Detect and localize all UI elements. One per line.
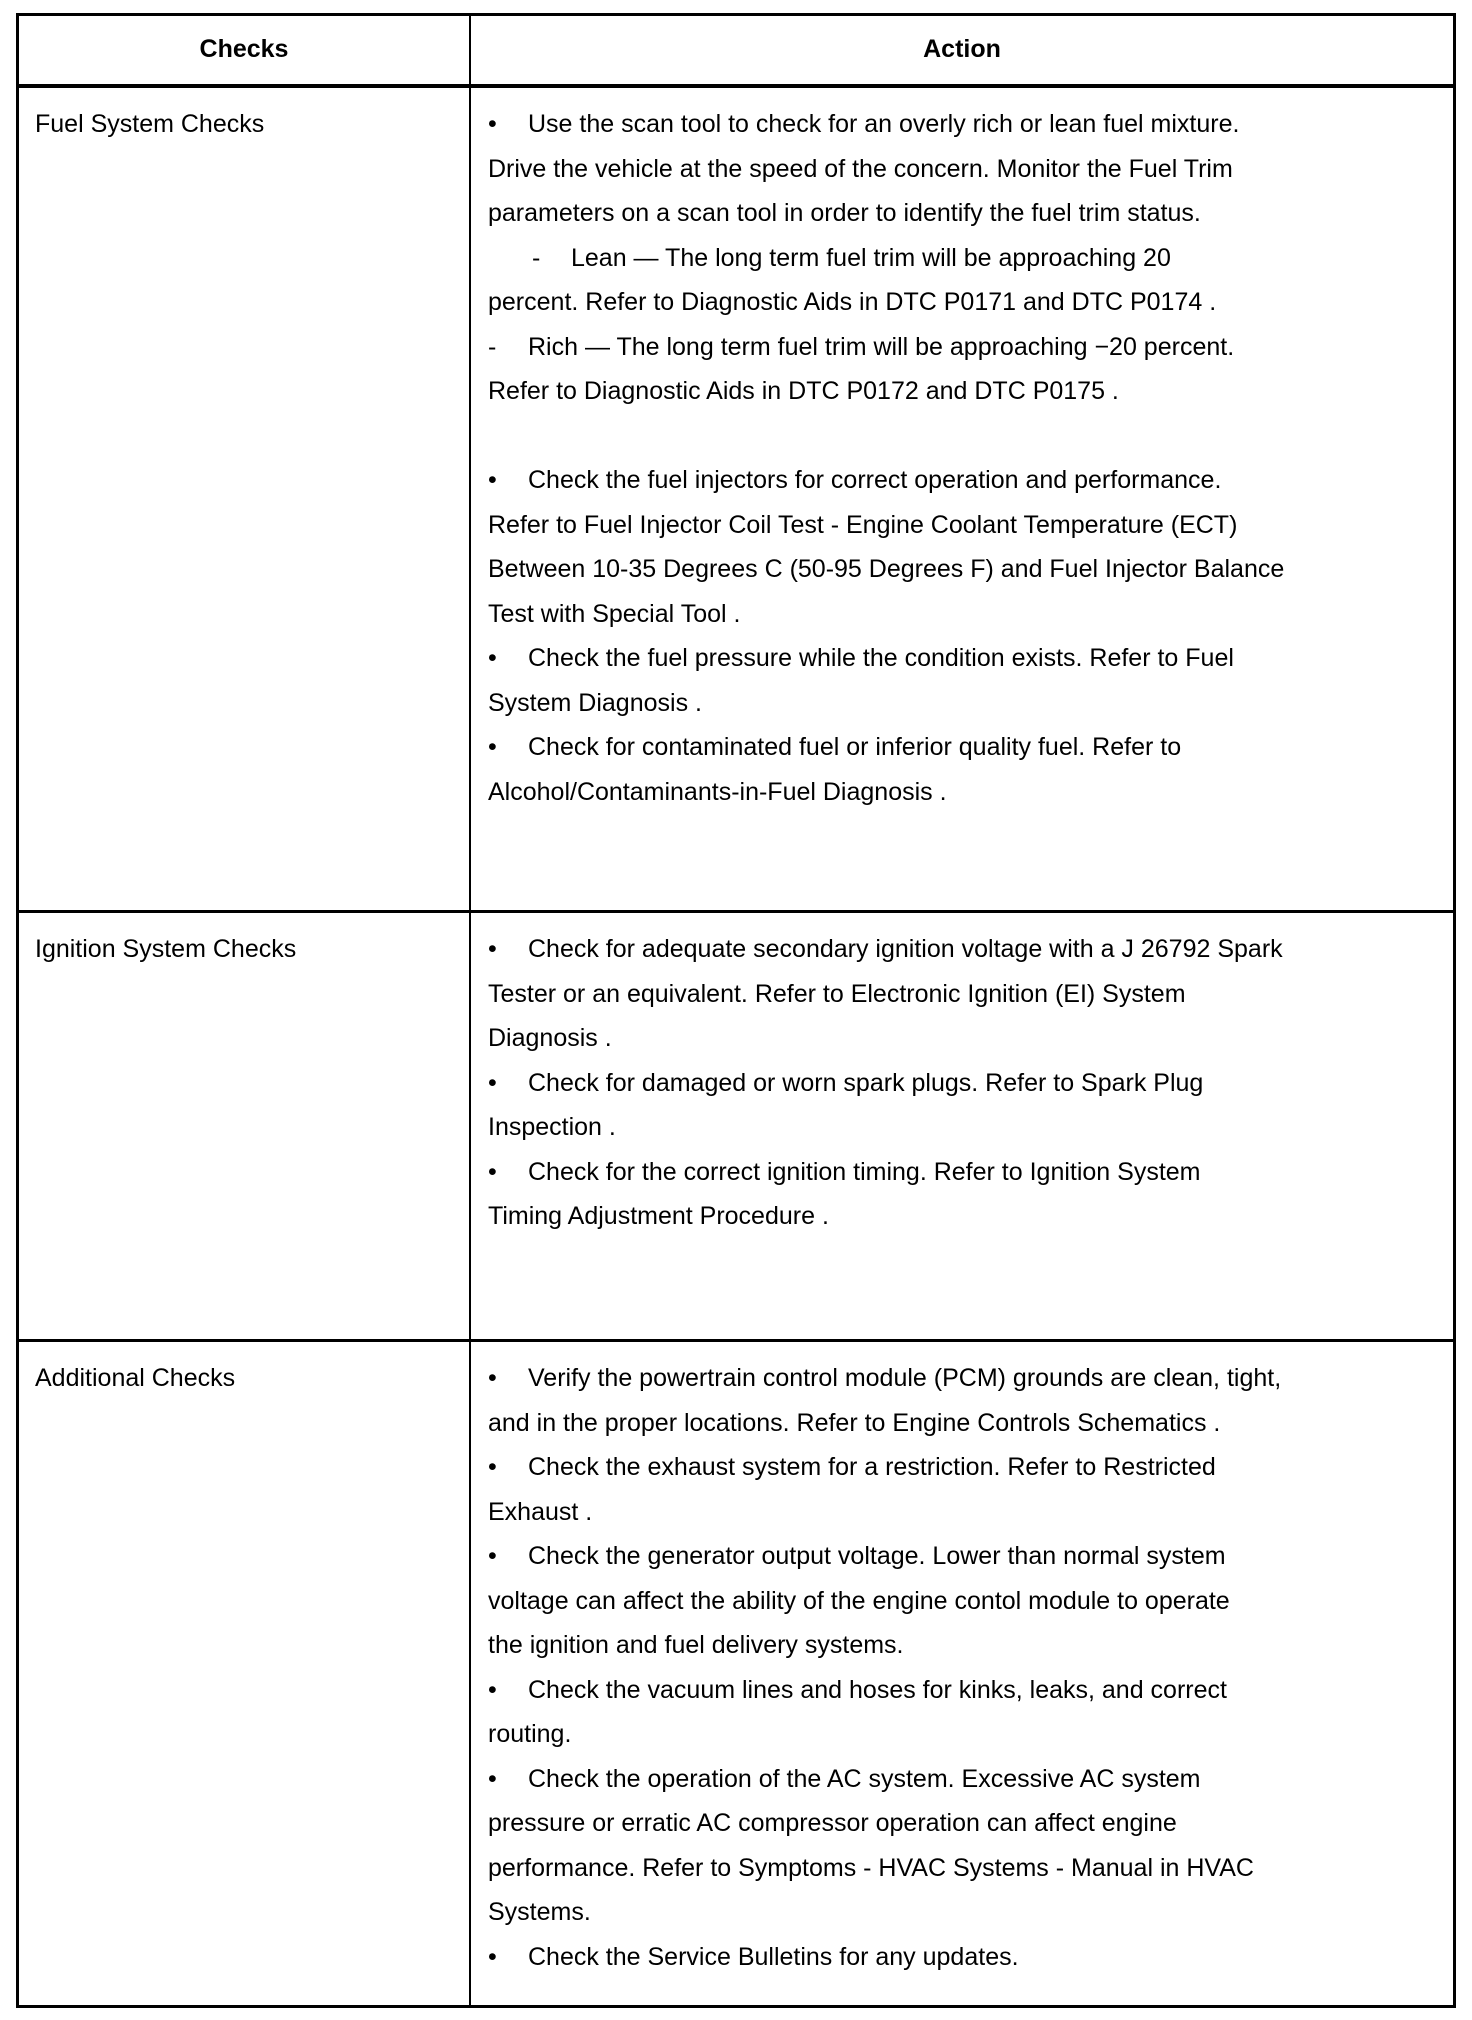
action-text — [488, 927, 1283, 1239]
text-line — [488, 1846, 1281, 1891]
line-text: Tester or an equivalent. Refer to Electronic Ignition (EI) System — [488, 979, 1186, 1008]
text-line — [488, 1579, 1281, 1624]
line-text: and in the proper locations. Refer to Engine Controls Schematics . — [488, 1408, 1221, 1437]
bullet-marker: • — [488, 1542, 497, 1570]
bullet-item — [488, 458, 1284, 503]
line-text: Systems. — [488, 1898, 591, 1926]
line-text: Between 10-35 Degrees C (50-95 Degrees F) and Fuel Injector Balance — [488, 555, 1285, 583]
text-line — [488, 1490, 1281, 1535]
text-line — [488, 1401, 1281, 1446]
line-text: Rich — The long term fuel trim will be approaching −20 percent. — [528, 332, 1235, 361]
line-text: Alcohol/Contaminants-in-Fuel Diagnosis . — [488, 777, 947, 806]
bullet-item — [488, 1356, 1281, 1401]
bullet-item — [488, 1935, 1281, 1980]
bullet-marker: • — [488, 1068, 497, 1097]
text-line — [488, 681, 1284, 726]
line-text: Check for damaged or worn spark plugs. Refer to Spark Plug — [528, 1068, 1204, 1097]
text-line — [488, 280, 1284, 325]
bullet-item — [488, 1061, 1283, 1106]
line-text: Drive the vehicle at the speed of the concern. Monitor the Fuel Trim — [488, 154, 1233, 183]
line-text: Inspection . — [488, 1113, 616, 1141]
text-line — [488, 592, 1284, 637]
line-text: pressure or erratic AC compressor operation can affect engine — [488, 1809, 1177, 1837]
bullet-marker: • — [488, 1675, 497, 1704]
line-text: Check the generator output voltage. Lower than normal system — [528, 1542, 1226, 1570]
action-text — [488, 102, 1284, 814]
check-name: Additional Checks — [35, 1364, 236, 1392]
line-text: percent. Refer to Diagnostic Aids in DTC P0171 and DTC P0174 . — [488, 288, 1217, 316]
text-line — [488, 972, 1283, 1017]
text-line — [488, 1801, 1281, 1846]
sub-item — [488, 236, 1284, 281]
line-text: System Diagnosis . — [488, 688, 702, 717]
bullet-item — [488, 1150, 1283, 1195]
bullet-marker: • — [488, 1942, 497, 1971]
bullet-marker: • — [488, 1764, 497, 1793]
bullet-item — [488, 636, 1284, 681]
line-text: Check the vacuum lines and hoses for kinks, leaks, and correct — [528, 1675, 1227, 1704]
bullet-item — [488, 1534, 1281, 1579]
text-line — [488, 1105, 1283, 1150]
bullet-item — [488, 1668, 1281, 1713]
bullet-marker: • — [488, 1157, 497, 1186]
text-line — [488, 1016, 1283, 1061]
header-checks: Checks — [199, 35, 289, 63]
line-text: parameters on a scan tool in order to identify the fuel trim status. — [488, 199, 1201, 227]
diagnostic-checks-table — [16, 13, 1456, 2008]
text-line — [488, 1890, 1281, 1935]
text-line — [488, 1712, 1281, 1757]
table-row-ignition-system — [19, 913, 1453, 1339]
line-text: routing. — [488, 1720, 572, 1748]
text-line — [488, 1623, 1281, 1668]
dash-marker: - — [532, 243, 541, 272]
text-line — [488, 191, 1284, 236]
text-line — [488, 147, 1284, 192]
bullet-marker: • — [488, 733, 497, 761]
line-text: Check the fuel pressure while the condition exists. Refer to Fuel — [528, 644, 1234, 672]
line-text: Check the exhaust system for a restriction. Refer to Restricted — [528, 1453, 1216, 1481]
action-text — [488, 1356, 1281, 1979]
bullet-item — [488, 1757, 1281, 1802]
dash-marker: - — [488, 332, 497, 361]
line-text: performance. Refer to Symptoms - HVAC Systems - Manual in HVAC — [488, 1853, 1254, 1882]
line-text: Timing Adjustment Procedure . — [488, 1202, 829, 1230]
bullet-marker: • — [488, 644, 497, 672]
bullet-marker: • — [488, 1453, 497, 1481]
line-text: Exhaust . — [488, 1497, 593, 1526]
line-text: Check for contaminated fuel or inferior quality fuel. Refer to — [528, 733, 1182, 761]
line-text: Verify the powertrain control module (PCM) grounds are clean, tight, — [528, 1364, 1282, 1392]
line-text: Lean — The long term fuel trim will be approaching 20 — [571, 243, 1171, 272]
line-text: Diagnosis . — [488, 1024, 612, 1052]
line-text: the ignition and fuel delivery systems. — [488, 1631, 904, 1659]
line-text: Check the Service Bulletins for any updates. — [528, 1942, 1019, 1971]
line-text: Refer to Diagnostic Aids in DTC P0172 and DTC P0175 . — [488, 377, 1119, 405]
text-line — [488, 1194, 1283, 1239]
line-text: Check the operation of the AC system. Excessive AC system — [528, 1764, 1201, 1793]
check-name: Ignition System Checks — [35, 935, 297, 963]
text-line — [488, 414, 1284, 459]
text-line — [488, 369, 1284, 414]
line-text: Refer to Fuel Injector Coil Test - Engine Coolant Temperature (ECT) — [488, 510, 1238, 539]
bullet-marker: • — [488, 935, 497, 963]
line-text: Check for adequate secondary ignition voltage with a J 26792 Spark — [528, 935, 1283, 963]
check-name: Fuel System Checks — [35, 110, 265, 138]
text-line — [488, 770, 1284, 815]
text-line — [488, 547, 1284, 592]
bullet-marker: • — [488, 466, 497, 494]
bullet-marker: • — [488, 1364, 497, 1392]
line-text: Test with Special Tool . — [488, 599, 741, 628]
table-row-additional — [19, 1342, 1453, 2002]
line-text: Check the fuel injectors for correct operation and performance. — [528, 466, 1222, 494]
line-text: Check for the correct ignition timing. Refer to Ignition System — [528, 1157, 1201, 1186]
bullet-marker: • — [488, 110, 497, 138]
bullet-item — [488, 725, 1284, 770]
bullet-item — [488, 102, 1284, 147]
line-text: voltage can affect the ability of the engine contol module to operate — [488, 1586, 1230, 1615]
text-line — [488, 503, 1284, 548]
bullet-item — [488, 927, 1283, 972]
sub-item — [488, 325, 1284, 370]
table-row-fuel-system — [19, 88, 1453, 910]
bullet-item — [488, 1445, 1281, 1490]
header-action: Action — [923, 35, 1001, 63]
line-text: Use the scan tool to check for an overly rich or lean fuel mixture. — [528, 110, 1240, 138]
